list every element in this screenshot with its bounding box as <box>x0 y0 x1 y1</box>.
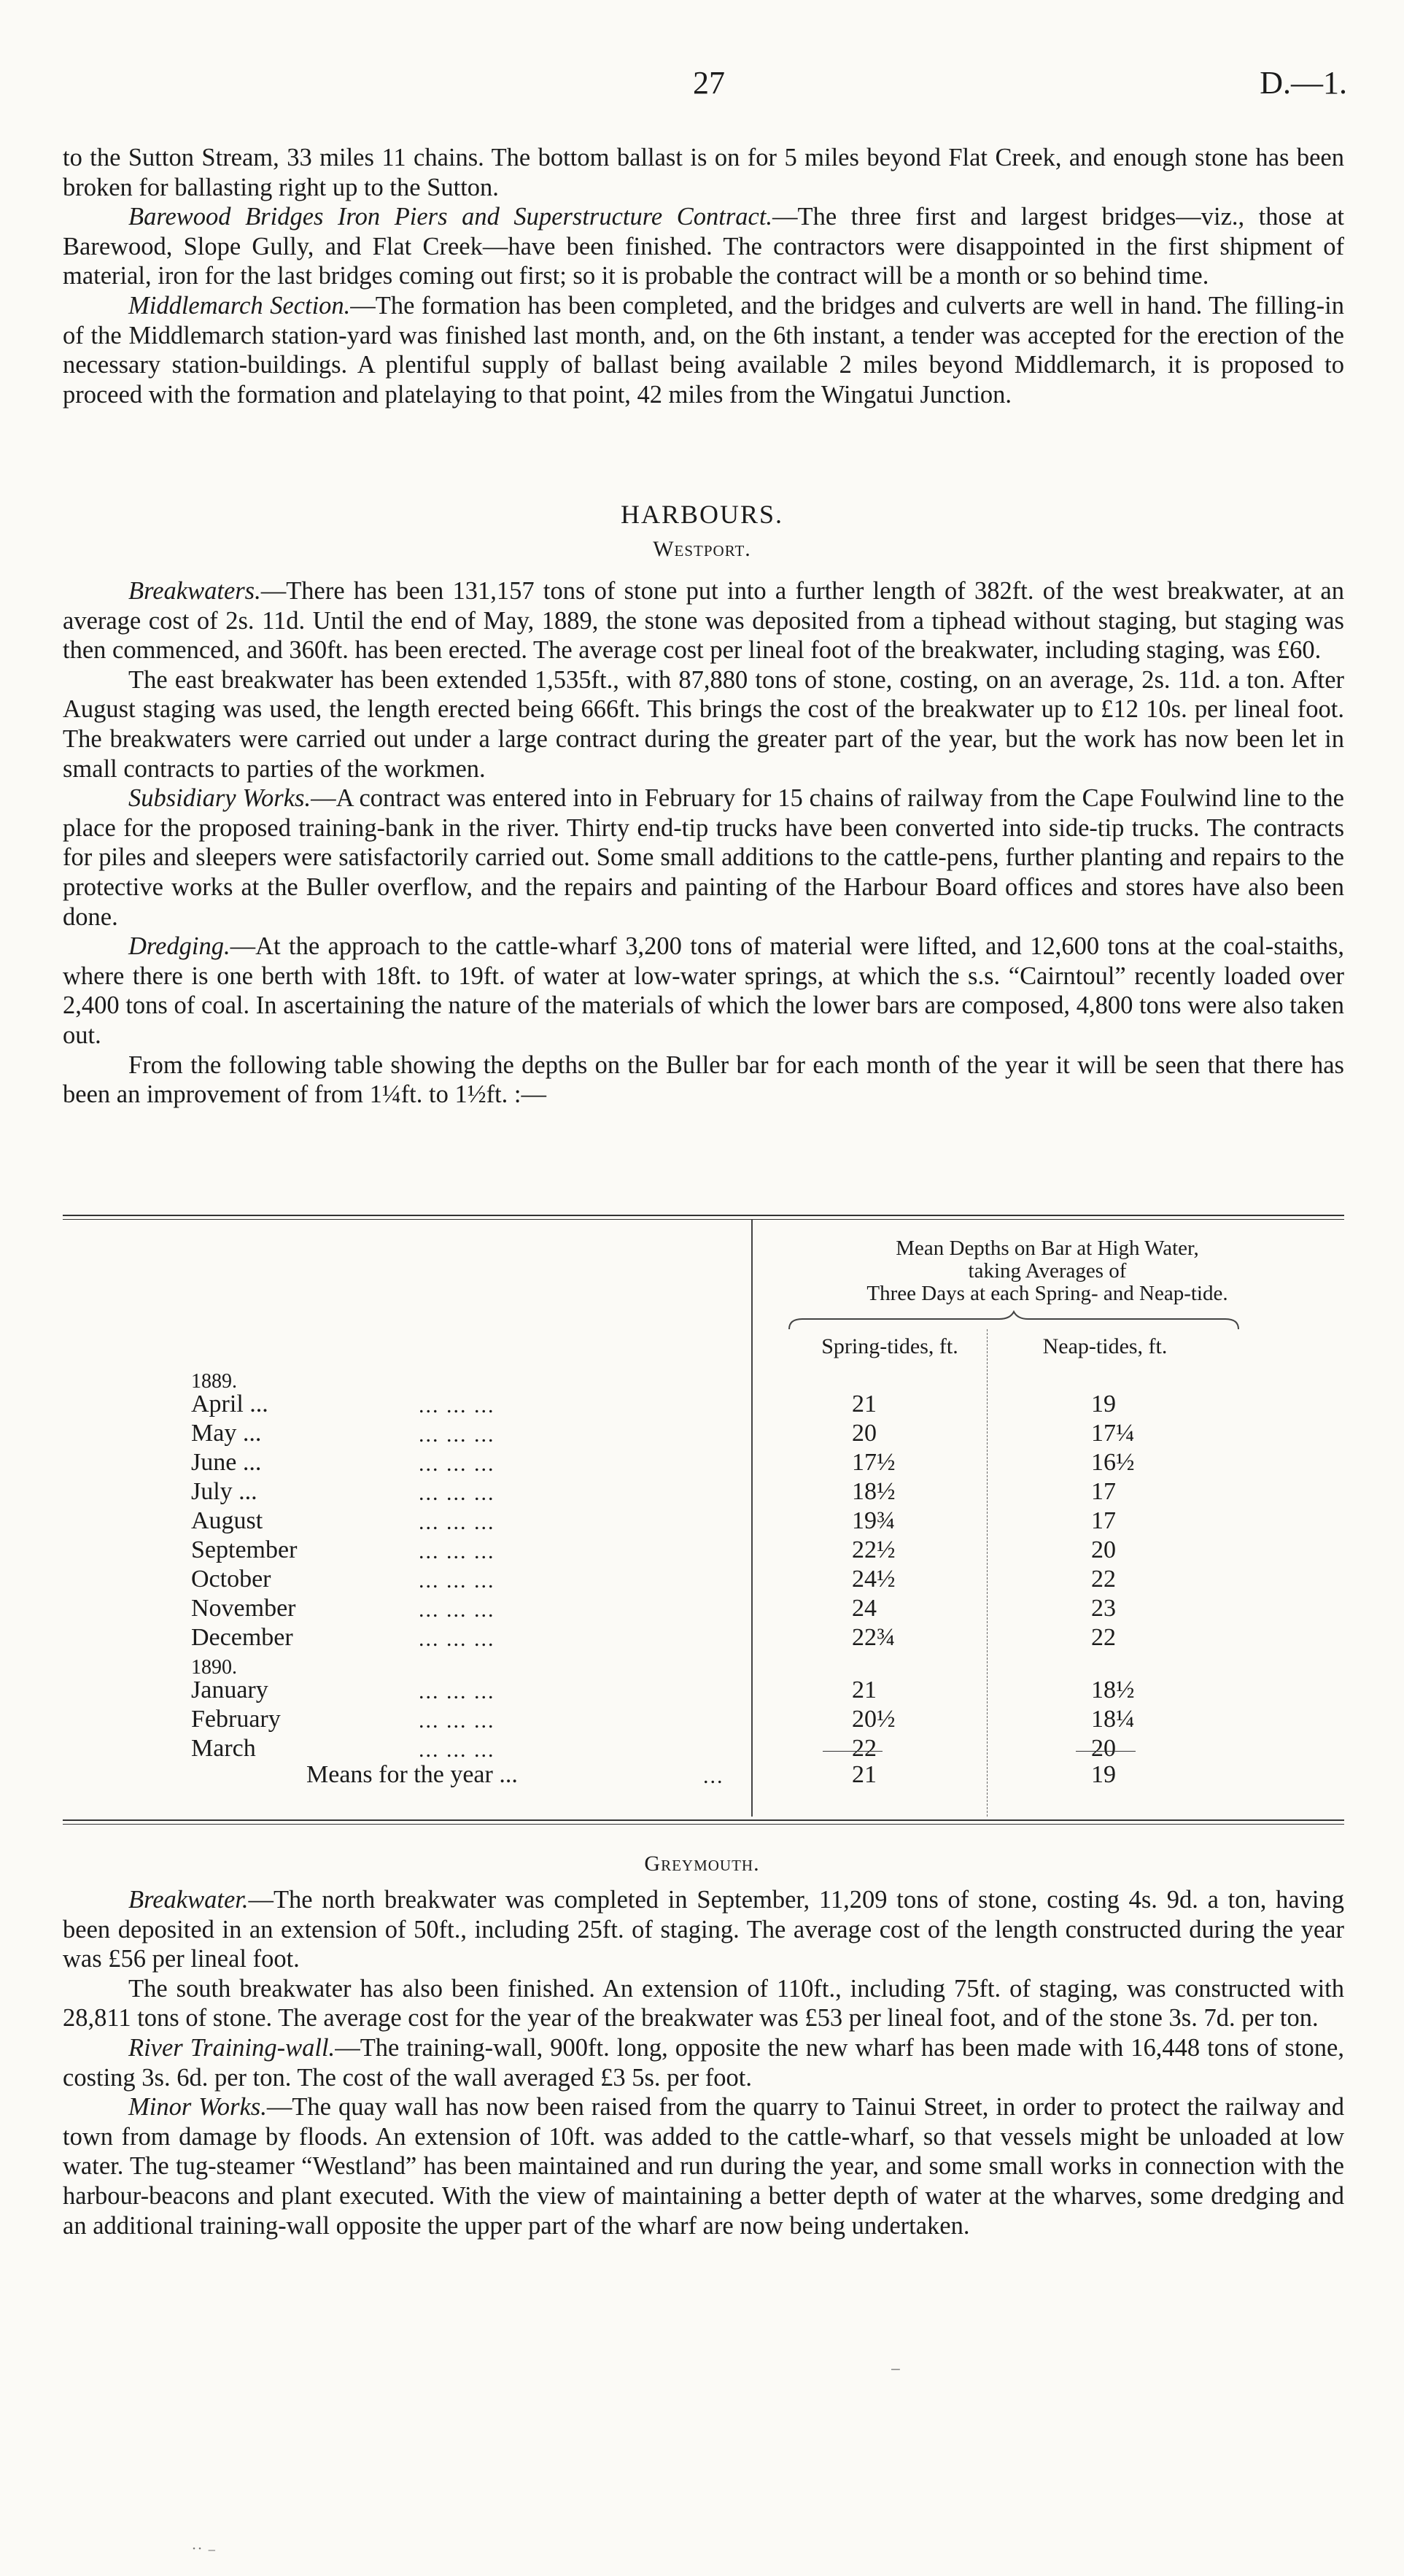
table-row-month: February <box>191 1706 281 1733</box>
table-year-label: 1889. <box>191 1370 237 1393</box>
greymouth-breakwater-text: —The north breakwater was completed in September, 11,209 tons of stone, costing 4s. 9d. a ton, having been deposited in an extension of 50ft., including 25ft. of staging. The average cost of the length constructed during the year was £56 per lineal foot. <box>63 1886 1344 1973</box>
table-row-dots: ... ... ... <box>419 1627 495 1651</box>
table-cell-spring: 22¾ <box>852 1624 896 1651</box>
table-cell-neap: 16½ <box>1091 1449 1135 1476</box>
table-cell-neap: 18¼ <box>1091 1706 1135 1733</box>
means-rule-spring <box>823 1751 883 1752</box>
minor-works-title: Minor Works. <box>128 2093 267 2121</box>
westport-breakwaters-paragraph <box>63 576 1344 665</box>
table-header-line-1: Mean Depths on Bar at High Water, <box>896 1237 1199 1260</box>
table-cell-spring: 17½ <box>852 1449 896 1476</box>
means-neap-value: 19 <box>1091 1761 1116 1788</box>
westport-section <box>63 576 1344 1110</box>
middlemarch-paragraph <box>63 291 1344 409</box>
scan-speck: ⁻ <box>890 2362 901 2386</box>
table-row-month: June ... <box>191 1449 262 1476</box>
table-intro-paragraph: From the following table showing the depths on the Buller bar for each month of the year it will be seen that there has been an improvement of from 1¼ft. to 1½ft. :— <box>63 1051 1344 1109</box>
barewood-text: —The three first and largest bridges—viz., those at Barewood, Slope Gully, and Flat Creek—have been finished. The contractors were disappointed in the first shipment of material, iron for the last bridges coming out first; so it is probable the contract will be a month or so behind time. <box>63 203 1344 290</box>
means-label: Means for the year ... <box>306 1761 518 1788</box>
table-cell-spring: 20½ <box>852 1706 896 1733</box>
means-rule-neap <box>1076 1751 1136 1752</box>
table-row-dots: ... ... ... <box>419 1423 495 1447</box>
breakwaters-text: —There has been 131,157 tons of stone put into a further length of 382ft. of the west breakwater, at an average cost of 2s. 11d. Until the end of May, 1889, the stone was deposited from a tiphead without staging, but staging was then commenced, and 360ft. has been erected. The average cost per lineal foot of the breakwater, including staging, was £60. <box>63 577 1344 665</box>
table-row-month: March <box>191 1735 256 1762</box>
dredging-text: —At the approach to the cattle-wharf 3,200 tons of material were lifted, and 12,600 tons at the coal-staiths, where there is one berth with 18ft. to 19ft. of water at low-water springs, at which the s.s. “Cairntoul” recently loaded over 2,400 tons of coal. In ascertaining the nature of the materials of which the lower bars are composed, 4,800 tons were also taken out. <box>63 932 1344 1049</box>
south-breakwater-paragraph: The south breakwater has also been finished. An extension of 110ft., including 75ft. of staging, was constructed with 28,811 tons of stone. The average cost for the year of the breakwater was £53 per lineal foot, and of the stone 3s. 7d. per ton. <box>63 1974 1344 2032</box>
table-row-dots: ... ... ... <box>419 1481 495 1505</box>
intro-section <box>63 143 1344 409</box>
table-year-label: 1890. <box>191 1656 237 1679</box>
table-cell-neap: 23 <box>1091 1595 1116 1622</box>
table-cell-neap: 19 <box>1091 1391 1116 1417</box>
middlemarch-title: Middlemarch Section. <box>128 291 351 320</box>
table-cell-spring: 21 <box>852 1676 877 1703</box>
training-wall-text: —The training-wall, 900ft. long, opposite the new wharf has been made with 16,448 tons of stone, costing 3s. 6d. per ton. The cost of the wall averaged £3 5s. per foot. <box>63 2033 1344 2092</box>
table-cell-neap: 22 <box>1091 1624 1116 1651</box>
table-row-dots: ... ... ... <box>419 1452 495 1476</box>
document-reference: D.—1. <box>1260 65 1347 101</box>
table-cell-neap: 22 <box>1091 1566 1116 1593</box>
harbours-heading: HARBOURS. <box>620 500 784 529</box>
table-row-dots: ... ... ... <box>419 1679 495 1703</box>
east-breakwater-paragraph: The east breakwater has been extended 1,535ft., with 87,880 tons of stone, costing, on an average, 2s. 11d. a ton. After August staging was used, the length erected being 666ft. This brings the cost of the breakwater up to £12 10s. per lineal foot. The breakwaters were carried out under a large contract during the greater part of the year, but the work has now been let in small contracts to parties of the workmen. <box>63 665 1344 783</box>
table-row-dots: ... ... ... <box>419 1598 495 1622</box>
table-row-month: November <box>191 1595 296 1622</box>
greymouth-breakwater-paragraph <box>63 1885 1344 1974</box>
table-cell-spring: 21 <box>852 1391 877 1417</box>
table-cell-spring: 22½ <box>852 1536 896 1563</box>
barewood-title: Barewood Bridges Iron Piers and Superstructure Contract. <box>128 203 773 231</box>
page-number: 27 <box>693 65 725 101</box>
table-label-divider <box>751 1220 753 1817</box>
subsidiary-works-paragraph <box>63 784 1344 932</box>
table-row-month: May ... <box>191 1420 262 1447</box>
table-row-month: September <box>191 1536 298 1563</box>
col-header-neap: Neap-tides, ft. <box>1042 1334 1168 1358</box>
table-cell-spring: 19¾ <box>852 1507 896 1534</box>
table-cell-neap: 20 <box>1091 1536 1116 1563</box>
table-cell-neap: 18½ <box>1091 1676 1135 1703</box>
table-row-dots: ... ... ... <box>419 1539 495 1563</box>
table-cell-neap: 17 <box>1091 1507 1116 1534</box>
table-header-line-2: taking Averages of <box>968 1259 1127 1283</box>
table-row-dots: ... ... ... <box>419 1393 495 1417</box>
table-cell-neap: 17¼ <box>1091 1420 1135 1447</box>
table-cell-neap: 17 <box>1091 1478 1116 1505</box>
table-column-divider <box>987 1329 988 1817</box>
table-row-month: December <box>191 1624 293 1651</box>
table-row-dots: ... ... ... <box>419 1738 495 1762</box>
table-row-month: January <box>191 1676 268 1703</box>
breakwaters-title: Breakwaters. <box>128 577 261 605</box>
means-dots: ... <box>703 1764 724 1788</box>
table-cell-spring: 24½ <box>852 1566 896 1593</box>
intro-paragraph: to the Sutton Stream, 33 miles 11 chains. The bottom ballast is on for 5 miles beyond Flat Creek, and enough stone has been broken for ballasting right up to the Sutton. <box>63 144 1344 201</box>
table-row-month: August <box>191 1507 263 1534</box>
minor-works-text: —The quay wall has now been raised from the quarry to Tainui Street, in order to protect the railway and town from damage by floods. An extension of 10ft. was added to the cattle-wharf, so that vessels might be unloaded at low water. The tug-steamer “Westland” has been maintained and run during the year, and some small works in connection with the harbour-beacons and plant executed. With the view of maintaining a better depth of water at the wharves, some dredging and an additional training-wall opposite the upper part of the wharf are now being undertaken. <box>63 2093 1344 2240</box>
greymouth-breakwater-title: Breakwater. <box>128 1886 249 1914</box>
training-wall-title: River Training-wall. <box>128 2033 336 2062</box>
header-brace <box>788 1310 1240 1332</box>
middlemarch-text: —The formation has been completed, and the bridges and culverts are well in hand. The filling-in of the Middlemarch station-yard was finished last month, and, on the 6th instant, a tender was accepted for the erection of the necessary station-buildings. A plentiful supply of ballast being available 2 miles beyond Middlemarch, it is proposed to proceed with the formation and platelaying to that point, 42 miles from the Wingatui Junction. <box>63 291 1344 409</box>
table-header-line-3: Three Days at each Spring- and Neap-tide. <box>866 1282 1228 1305</box>
col-header-spring: Spring-tides, ft. <box>821 1334 958 1358</box>
means-spring-value: 21 <box>852 1761 877 1788</box>
table-row-dots: ... ... ... <box>419 1569 495 1593</box>
table-cell-neap: 20 <box>1091 1735 1116 1762</box>
table-cell-spring: 22 <box>852 1735 877 1762</box>
westport-heading: Westport. <box>653 537 751 561</box>
dredging-paragraph <box>63 932 1344 1050</box>
barewood-paragraph <box>63 202 1344 291</box>
subsidiary-text: —A contract was entered into in February for 15 chains of railway from the Cape Foulwind line to the place for the proposed training-bank in the river. Thirty end-tip trucks have been converted into side-tip trucks. The contracts for piles and sleepers were satisfactorily carried out. Some small additions to the cattle-pens, further planting and repairs to the protective works at the Buller overflow, and the repairs and painting of the Harbour Board offices and stores have also been done. <box>63 784 1344 931</box>
minor-works-paragraph <box>63 2092 1344 2240</box>
table-row-dots: ... ... ... <box>419 1510 495 1534</box>
table-row-month: April ... <box>191 1391 268 1417</box>
table-row-month: July ... <box>191 1478 257 1505</box>
table-cell-spring: 24 <box>852 1595 877 1622</box>
table-top-rule <box>63 1215 1344 1216</box>
greymouth-heading: Greymouth. <box>644 1852 760 1876</box>
table-cell-spring: 20 <box>852 1420 877 1447</box>
table-bottom-rule-inner <box>63 1824 1344 1825</box>
dredging-title: Dredging. <box>128 932 230 961</box>
table-bottom-rule <box>63 1819 1344 1821</box>
table-cell-spring: 18½ <box>852 1478 896 1505</box>
subsidiary-title: Subsidiary Works. <box>128 784 311 813</box>
scan-speck: ˙˙ ⁻ <box>191 2545 217 2564</box>
table-group-header <box>751 1237 1343 1305</box>
table-row-month: October <box>191 1566 271 1593</box>
table-row-dots: ... ... ... <box>419 1709 495 1733</box>
training-wall-paragraph <box>63 2033 1344 2092</box>
greymouth-section <box>63 1885 1344 2240</box>
table-top-rule-inner <box>63 1219 1344 1220</box>
